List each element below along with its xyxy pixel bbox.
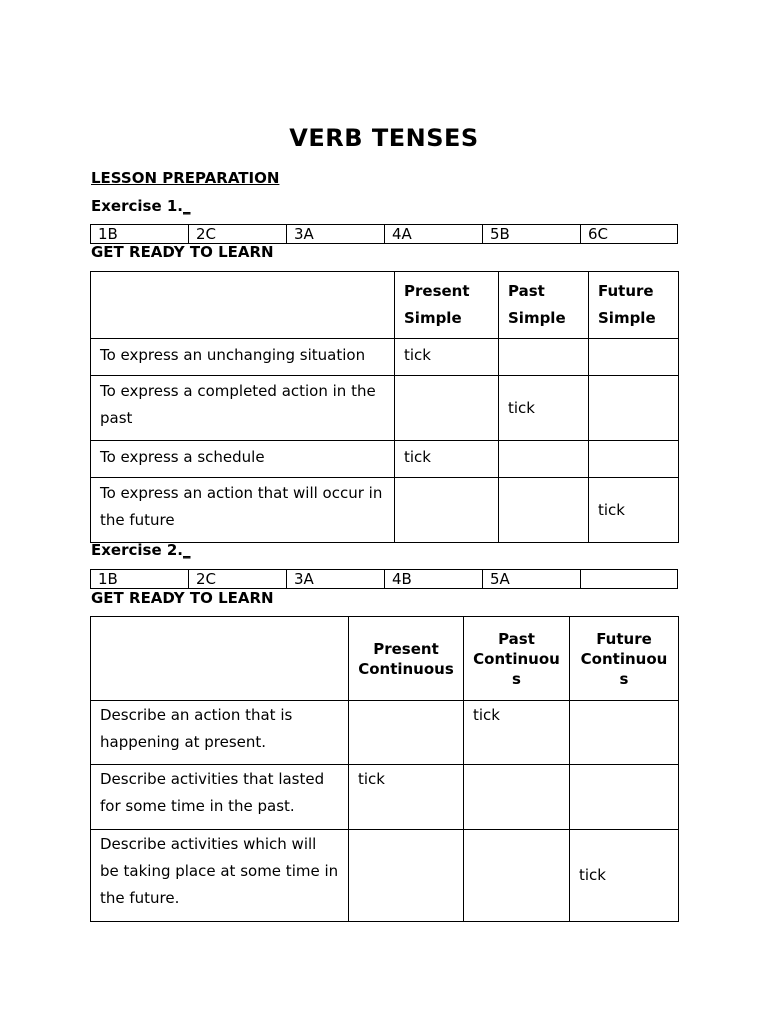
get-ready-heading-1: GET READY TO LEARN xyxy=(91,243,274,261)
header-past-simple: Past Simple xyxy=(499,272,589,339)
row-cell xyxy=(395,376,499,441)
header-future-simple: Future Simple xyxy=(589,272,679,339)
table-row xyxy=(91,701,679,765)
answer-cell: 1B xyxy=(91,225,189,244)
row-cell xyxy=(464,765,570,830)
lesson-preparation-heading: LESSON PREPARATION xyxy=(91,169,280,187)
row-cell: tick xyxy=(464,701,570,765)
header-present-continuous: Present Continuous xyxy=(349,617,464,701)
row-cell xyxy=(499,339,589,376)
row-description: To express a completed action in the past xyxy=(91,376,395,441)
table-row xyxy=(91,376,679,441)
table-header-row xyxy=(91,272,679,339)
exercise-2-answer-strip xyxy=(90,569,678,589)
table-header-row xyxy=(91,617,679,701)
answer-cell: 4B xyxy=(385,570,483,589)
row-description: Describe activities that lasted for some time in the past. xyxy=(91,765,349,830)
row-cell xyxy=(589,376,679,441)
answer-row xyxy=(91,225,678,244)
row-cell xyxy=(499,478,589,543)
answer-cell: 2C xyxy=(189,225,287,244)
exercise-2-label: Exercise 2. xyxy=(91,541,183,559)
header-past-continuous: Past Continuou s xyxy=(464,617,570,701)
exercise-2-blank: _ xyxy=(183,541,191,559)
answer-cell: 3A xyxy=(287,570,385,589)
exercise-1-heading xyxy=(91,197,191,215)
table-row xyxy=(91,478,679,543)
answer-cell: 5B xyxy=(483,225,581,244)
get-ready-heading-2: GET READY TO LEARN xyxy=(91,589,274,607)
row-description: To express an action that will occur in the future xyxy=(91,478,395,543)
exercise-2-heading xyxy=(91,541,191,559)
exercise-1-label: Exercise 1. xyxy=(91,197,183,215)
answer-cell: 5A xyxy=(483,570,581,589)
row-cell xyxy=(349,830,464,922)
answer-cell xyxy=(581,570,678,589)
answer-cell: 4A xyxy=(385,225,483,244)
table-row xyxy=(91,765,679,830)
continuous-tenses-table xyxy=(90,616,679,922)
answer-row xyxy=(91,570,678,589)
row-cell xyxy=(395,478,499,543)
row-cell: tick xyxy=(499,376,589,441)
row-cell xyxy=(499,441,589,478)
table-row xyxy=(91,441,679,478)
row-cell xyxy=(464,830,570,922)
empty-header-cell xyxy=(91,617,349,701)
page-title: VERB TENSES xyxy=(289,124,479,152)
row-cell xyxy=(349,701,464,765)
exercise-1-answer-strip xyxy=(90,224,678,244)
header-present-simple: Present Simple xyxy=(395,272,499,339)
answer-cell: 2C xyxy=(189,570,287,589)
answer-cell: 3A xyxy=(287,225,385,244)
row-description: Describe an action that is happening at present. xyxy=(91,701,349,765)
simple-tenses-table xyxy=(90,271,679,543)
row-cell: tick xyxy=(570,830,679,922)
row-description: To express a schedule xyxy=(91,441,395,478)
exercise-1-blank: _ xyxy=(183,197,191,215)
empty-header-cell xyxy=(91,272,395,339)
header-future-continuous: Future Continuou s xyxy=(570,617,679,701)
row-cell xyxy=(570,765,679,830)
row-cell: tick xyxy=(349,765,464,830)
answer-cell: 1B xyxy=(91,570,189,589)
row-description: To express an unchanging situation xyxy=(91,339,395,376)
row-cell: tick xyxy=(395,441,499,478)
table-row xyxy=(91,339,679,376)
row-cell xyxy=(589,339,679,376)
row-cell: tick xyxy=(589,478,679,543)
row-cell: tick xyxy=(395,339,499,376)
answer-cell: 6C xyxy=(581,225,678,244)
row-cell xyxy=(589,441,679,478)
table-row xyxy=(91,830,679,922)
row-cell xyxy=(570,701,679,765)
row-description: Describe activities which will be taking place at some time in the future. xyxy=(91,830,349,922)
